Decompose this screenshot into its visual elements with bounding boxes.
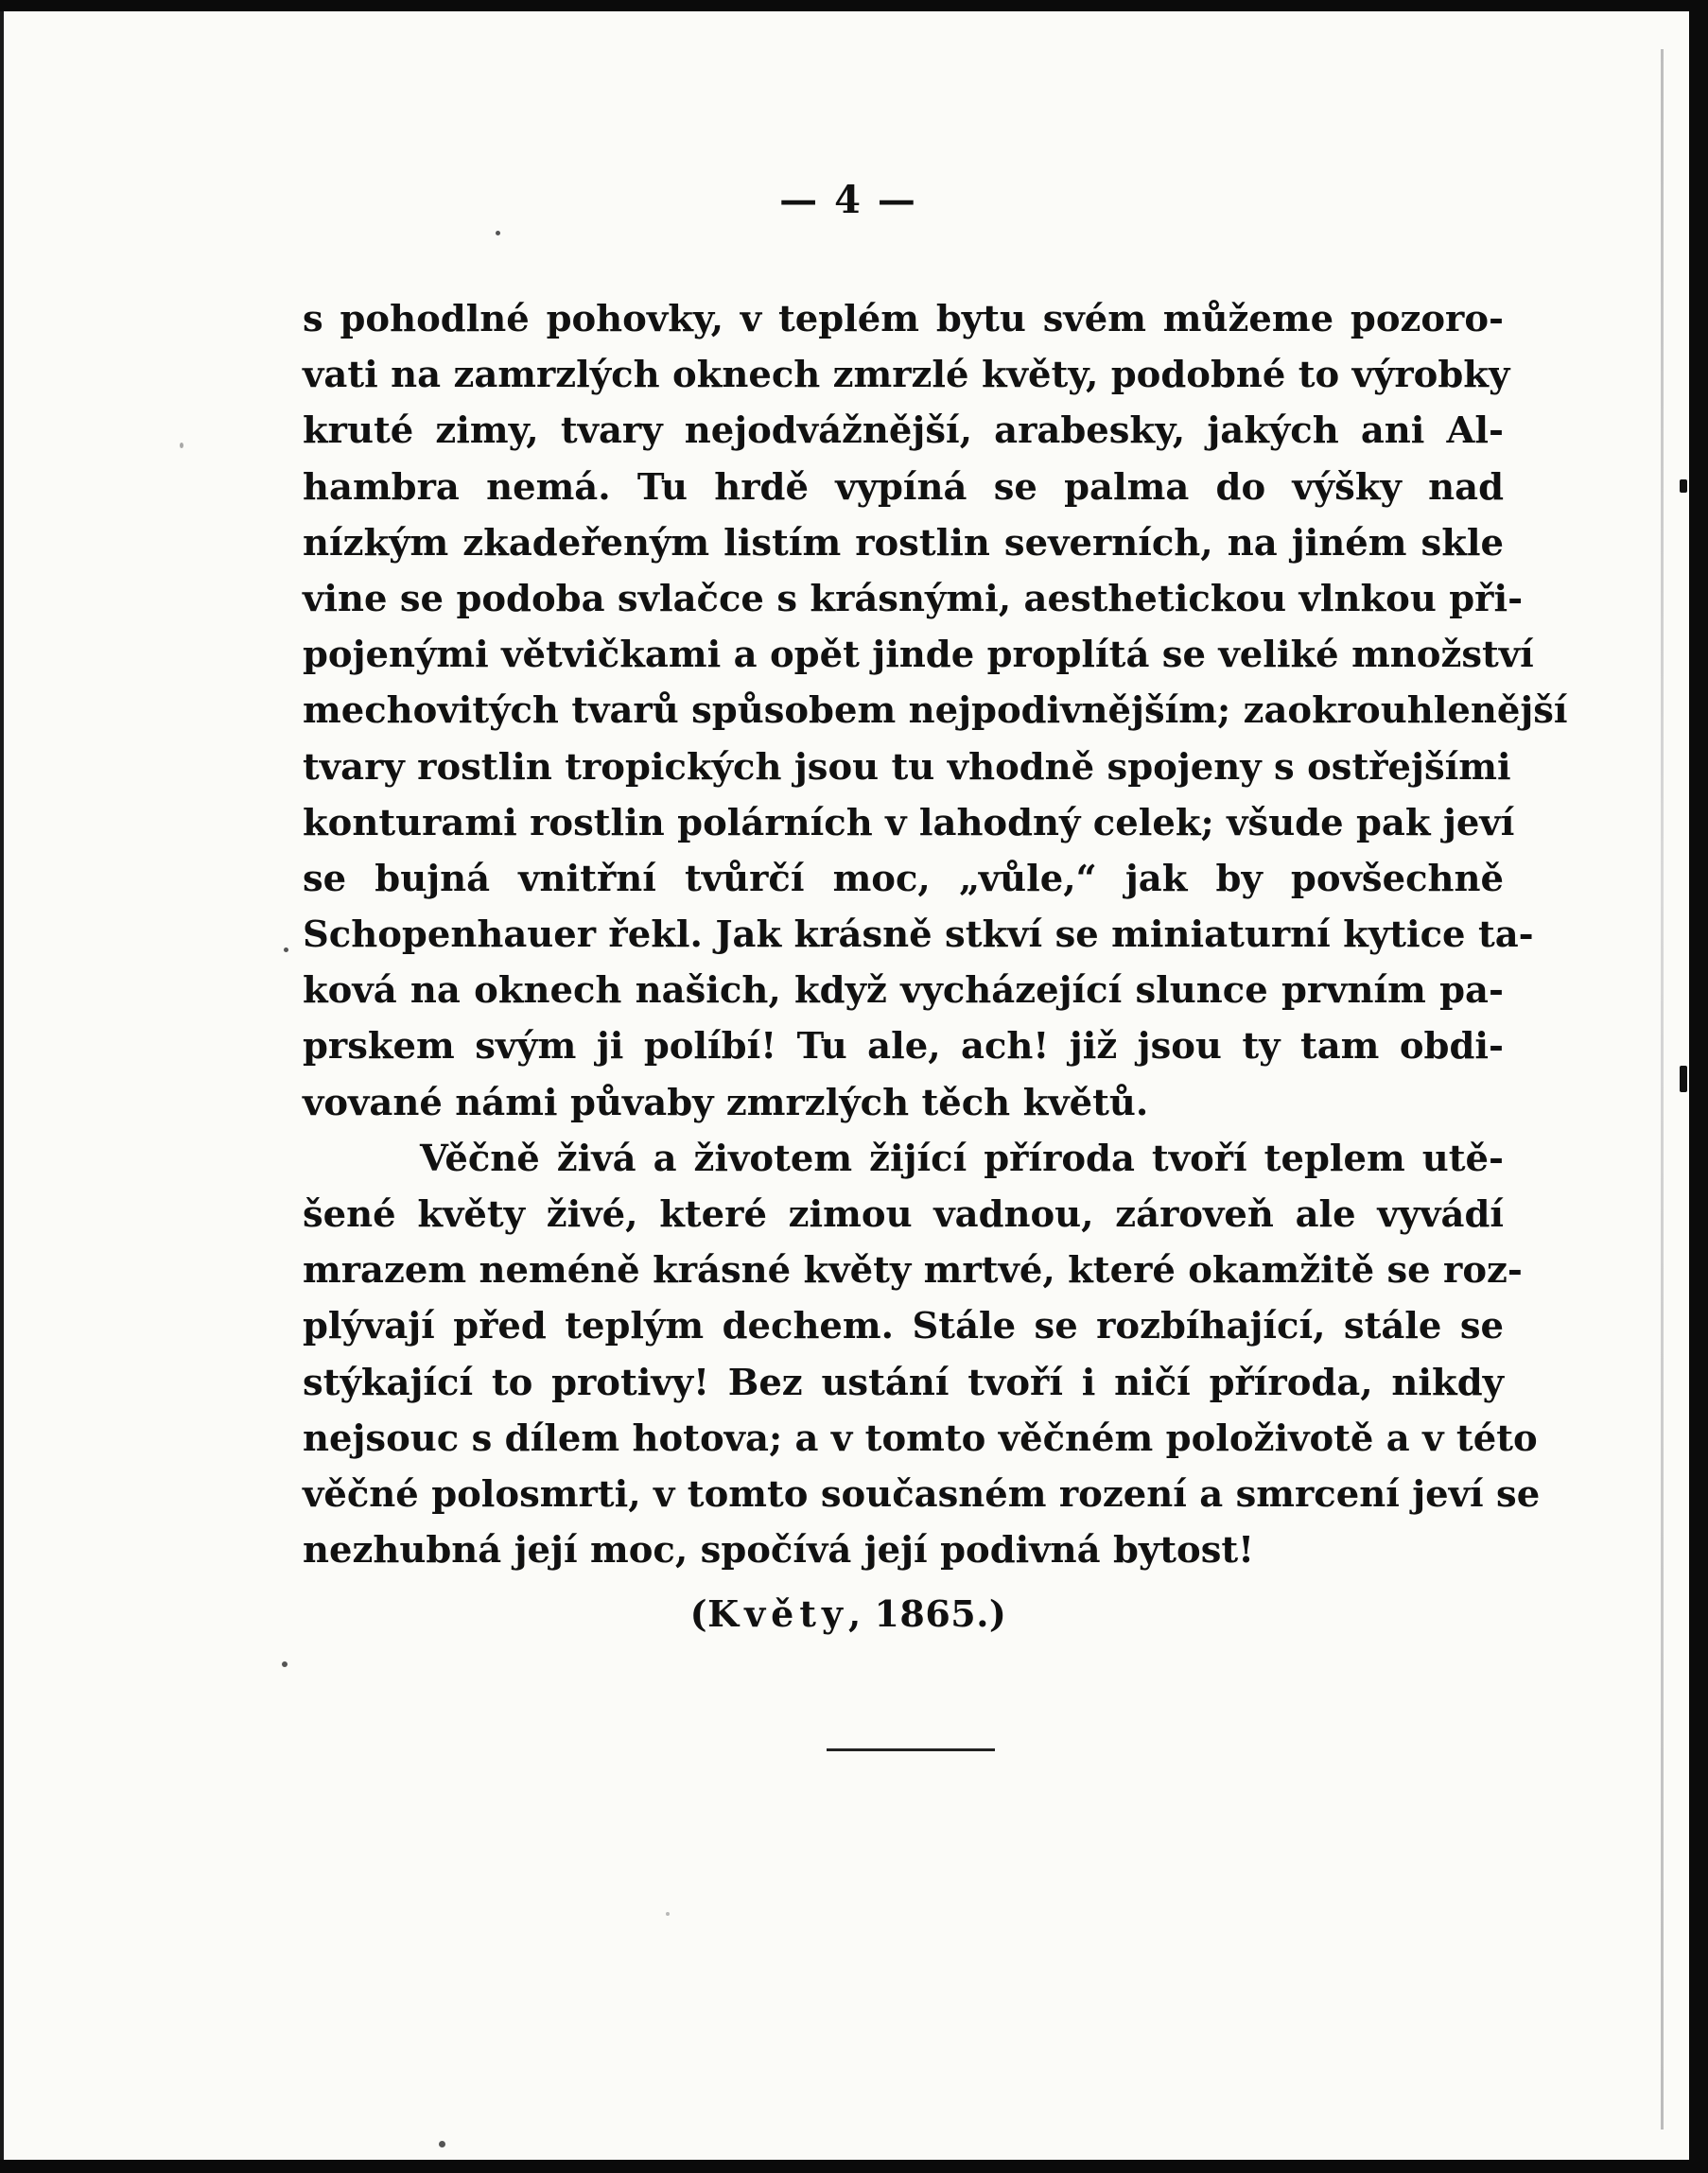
citation-rest: , 1865.)	[847, 1592, 1007, 1635]
text-line: šené květy živé, které zimou vadnou, zároveň ale vyvádí	[303, 1193, 1504, 1236]
scan-border	[1689, 0, 1708, 2173]
paper-speck	[496, 231, 500, 235]
text-line: ková na oknech našich, když vycházející slunce prvním pa-	[303, 969, 1504, 1013]
paper-speck	[282, 1661, 288, 1667]
book-page	[0, 11, 1689, 2160]
text-line: Schopenhauer řekl. Jak krásně stkví se miniaturní kytice ta-	[303, 913, 1534, 957]
text-line: hambra nemá. Tu hrdě vypíná se palma do výšky nad	[303, 465, 1504, 509]
text-line: plývají před teplým dechem. Stále se rozbíhající, stále se	[303, 1305, 1504, 1348]
text-line: se bujná vnitřní tvůrčí moc, „vůle,“ jak by povšechně	[303, 857, 1504, 900]
citation-open: (	[689, 1592, 708, 1635]
source-citation	[4, 1592, 1693, 1635]
body-text	[303, 291, 1568, 1578]
text-line: mrazem neméně krásné květy mrtvé, které okamžitě se roz-	[303, 1249, 1523, 1293]
paper-speck	[180, 443, 183, 448]
paper-speck	[439, 2141, 445, 2147]
text-line: pojenými větvičkami a opět jinde proplítá se veliké množství	[303, 634, 1534, 677]
text-line: stýkající to protivy! Bez ustání tvoří i ničí příroda, nikdy	[303, 1361, 1504, 1404]
citation-source: Květy	[707, 1592, 848, 1635]
text-line: vine se podoba svlačce s krásnými, aesthetickou vlnkou při-	[303, 577, 1524, 620]
paper-speck	[666, 1912, 670, 1916]
page-number: — 4 —	[779, 178, 917, 222]
page-gutter-shadow	[1661, 49, 1664, 2130]
text-line: mechovitých tvarů spůsobem nejpodivnějším; zaokrouhlenější	[303, 689, 1568, 733]
paragraph-2	[303, 1131, 1541, 1579]
text-line: konturami rostlin polárních v lahodný celek; všude pak jeví	[303, 801, 1515, 844]
paragraph-1	[303, 291, 1568, 1131]
text-line: vati na zamrzlých oknech zmrzlé květy, podobné to výrobky	[303, 354, 1510, 397]
end-rule	[827, 1748, 995, 1751]
text-line: kruté zimy, tvary nejodvážnější, arabesky, jakých ani Al-	[303, 409, 1504, 453]
text-line: tvary rostlin tropických jsou tu vhodně spojeny s ostřejšími	[303, 745, 1511, 789]
paper-speck	[284, 947, 288, 952]
text-line: nízkým zkadeřeným listím rostlin severních, na jiném skle	[303, 521, 1504, 565]
paper-speck	[1680, 479, 1687, 493]
text-line: nezhubná její moc, spočívá její podivná bytost!	[303, 1529, 1255, 1573]
text-line: s pohodlné pohovky, v teplém bytu svém můžeme pozoro-	[303, 298, 1504, 340]
text-line: nejsouc s dílem hotova; a v tomto věčném položivotě a v této	[303, 1417, 1538, 1460]
paper-speck	[1680, 1066, 1687, 1092]
text-line: prskem svým ji políbí! Tu ale, ach! již jsou ty tam obdi-	[303, 1025, 1504, 1069]
text-line: vované námi půvaby zmrzlých těch květů.	[303, 1081, 1149, 1124]
text-line: Věčně živá a životem žijící příroda tvoří teplem utě-	[420, 1137, 1504, 1180]
text-line: věčné polosmrti, v tomto současném rození a smrcení jeví se	[303, 1472, 1541, 1516]
